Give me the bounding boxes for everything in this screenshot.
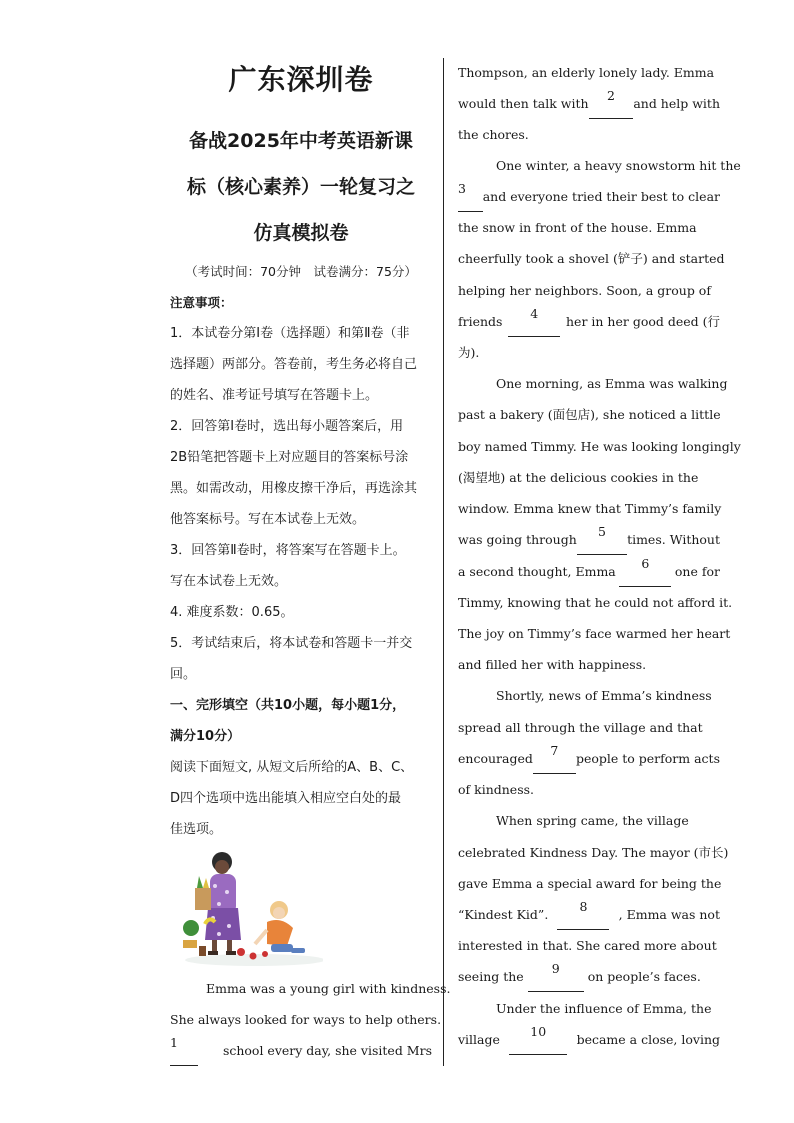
passage-text: Timmy, knowing that he could not afford it. [458, 595, 733, 610]
passage-line [458, 556, 720, 587]
passage-text: boy named Timmy. He was looking longingly [458, 439, 741, 454]
passage-text: One morning, as Emma was walking [496, 376, 728, 391]
blank-6: 6 [619, 556, 671, 587]
notice-5 [170, 628, 432, 690]
passage-text: Shortly, news of Emma’s kindness [496, 688, 712, 703]
passage-line [458, 88, 720, 119]
blank-7: 7 [533, 743, 576, 774]
exam-subtitle [170, 118, 432, 256]
notice-line: 2．回答第Ⅰ卷时，选出每小题答案后，用 [170, 419, 404, 434]
passage-line [458, 712, 720, 743]
passage-text: and help with [633, 96, 720, 111]
passage-text: the chores. [458, 127, 529, 142]
passage-line [458, 275, 720, 306]
notice-line: 3．回答第Ⅱ卷时，将答案写在答题卡上。 [170, 543, 406, 558]
passage-text: “Kindest Kid”. [458, 907, 549, 922]
passage-line [458, 649, 720, 680]
passage-line [458, 181, 720, 212]
passage-line [458, 337, 720, 368]
notice-line: 他答案标号。写在本试卷上无效。 [170, 512, 366, 527]
blank-8: 8 [557, 899, 609, 930]
passage-text: past a bakery (面包店), she noticed a little [458, 407, 721, 422]
passage-text: Emma was a young girl with kindness. [206, 981, 451, 996]
notice-line: 1．本试卷分第Ⅰ卷（选择题）和第Ⅱ卷（非 [170, 326, 410, 341]
passage-line [458, 930, 720, 961]
notice-line: 回。 [170, 667, 197, 682]
passage-text: her in her good deed (行 [566, 314, 720, 329]
instruction-line: 阅读下面短文, 从短文后所给的A、B、C、 [170, 760, 414, 775]
blank-5: 5 [577, 524, 627, 555]
notice-4: 4. 难度系数：0.65。 [170, 605, 294, 620]
passage-line [170, 1004, 442, 1035]
passage-line [458, 618, 731, 649]
notice-line: 的姓名、准考证号填写在答题卡上。 [170, 388, 379, 403]
passage-line [458, 805, 720, 836]
passage-line [458, 462, 720, 493]
notice-heading: 注意事项： [170, 295, 233, 310]
passage-line [458, 587, 733, 618]
passage-line [458, 743, 720, 774]
passage-text: school every day, she visited Mrs [222, 1043, 432, 1058]
passage-text: Thompson, an elderly lonely lady. Emma [458, 65, 715, 80]
passage-line [458, 431, 741, 462]
passage-text: the snow in front of the house. Emma [458, 220, 697, 235]
passage-text: times. Without [627, 532, 720, 547]
passage-line [458, 150, 741, 181]
passage-text: became a close, loving [576, 1032, 720, 1047]
passage-text: One winter, a heavy snowstorm hit the [496, 158, 741, 173]
passage-text: 为). [458, 345, 480, 360]
blank-3: 3 [458, 181, 483, 212]
column-divider [443, 58, 444, 1066]
exam-info: （考试时间：70分钟 试卷满分：75分） [185, 264, 417, 279]
notice-1 [170, 318, 432, 411]
notice-line: 选择题）两部分。答卷前，考生务必将自己 [170, 357, 418, 372]
subtitle-line: 仿真模拟卷 [253, 222, 349, 244]
passage-line [458, 524, 720, 555]
passage-text: on people’s faces. [587, 969, 701, 984]
passage-text: one for [674, 564, 720, 579]
notice-2 [170, 411, 432, 535]
page-title: 广东深圳卷 [228, 63, 374, 96]
passage-text: gave Emma a special award for being the [458, 876, 722, 891]
passage-text: celebrated Kindness Day. The mayor (市长) [458, 845, 729, 860]
passage-text: The joy on Timmy’s face warmed her heart [458, 626, 731, 641]
passage-text: would then talk with [458, 96, 589, 111]
passage-line [458, 680, 720, 711]
passage-text: window. Emma knew that Timmy’s family [458, 501, 722, 516]
notice-line: 2B铅笔把答题卡上对应题目的答案标号涂 [170, 450, 409, 465]
passage-text: seeing the [458, 969, 524, 984]
passage-text: helping her neighbors. Soon, a group of [458, 283, 711, 298]
passage-text: of kindness. [458, 782, 535, 797]
passage-line [458, 306, 720, 337]
girl-figure [255, 901, 305, 953]
passage-text: encouraged [458, 751, 533, 766]
passage-line [458, 57, 720, 88]
passage-line [458, 961, 720, 992]
passage-text: She always looked for ways to help others. [170, 1012, 442, 1027]
notice-line: 黑。如需改动，用橡皮擦干净后，再选涂其 [170, 481, 418, 496]
notice-line: 5．考试结束后，将本试卷和答题卡一并交 [170, 636, 413, 651]
blank-4: 4 [508, 306, 560, 337]
passage-line [458, 368, 728, 399]
section-instructions [170, 752, 432, 845]
notice-3 [170, 535, 432, 597]
passage-text: a second thought, Emma [458, 564, 616, 579]
passage-line [458, 119, 720, 150]
passage-line [458, 993, 720, 1024]
passage-text: cheerfully took a shovel (铲子) and started [458, 251, 725, 266]
passage-line [458, 837, 729, 868]
instruction-line: 佳选项。 [170, 822, 223, 837]
story-illustration [175, 848, 323, 970]
passage-text: people to perform acts [575, 751, 720, 766]
blank-10: 10 [509, 1024, 567, 1055]
passage-line [458, 1024, 720, 1055]
blank-9: 9 [528, 961, 584, 992]
passage-line [458, 243, 725, 274]
section-heading-line: 满分10分） [170, 729, 241, 744]
passage-text: and filled her with happiness. [458, 657, 647, 672]
passage-line [170, 973, 451, 1004]
passage-text: village [458, 1032, 500, 1047]
notice-line: 写在本试卷上无效。 [170, 574, 288, 589]
passage-line [458, 899, 720, 930]
subtitle-line: 备战2025年中考英语新课 [189, 130, 413, 152]
passage-line [458, 774, 720, 805]
passage-line [458, 868, 720, 899]
passage-line [458, 399, 720, 430]
section-heading [170, 690, 432, 752]
passage-text: and everyone tried their best to clear [482, 189, 720, 204]
passage-text: (渴望地) at the delicious cookies in the [458, 470, 699, 485]
passage-text: interested in that. She cared more about [458, 938, 717, 953]
passage-text: When spring came, the village [496, 813, 689, 828]
passage-text: spread all through the village and that [458, 720, 703, 735]
section-heading-line: 一、完形填空（共10小题，每小题1分， [170, 698, 406, 713]
subtitle-line: 标（核心素养）一轮复习之 [186, 176, 415, 198]
passage-text: friends [458, 314, 503, 329]
instruction-line: D四个选项中选出能填入相应空白处的最 [170, 791, 402, 806]
passage-line [458, 212, 720, 243]
blank-1: 1 [170, 1035, 198, 1066]
elderly-lady-figure [195, 852, 241, 955]
cabbage-icon [183, 920, 199, 936]
passage-line [170, 1035, 432, 1066]
left-text-block [170, 256, 432, 845]
passage-text: was going through [458, 532, 577, 547]
blank-2: 2 [589, 88, 634, 119]
passage-text: , Emma was not [618, 907, 720, 922]
passage-text: Under the influence of Emma, the [496, 1001, 712, 1016]
passage-line [458, 493, 720, 524]
